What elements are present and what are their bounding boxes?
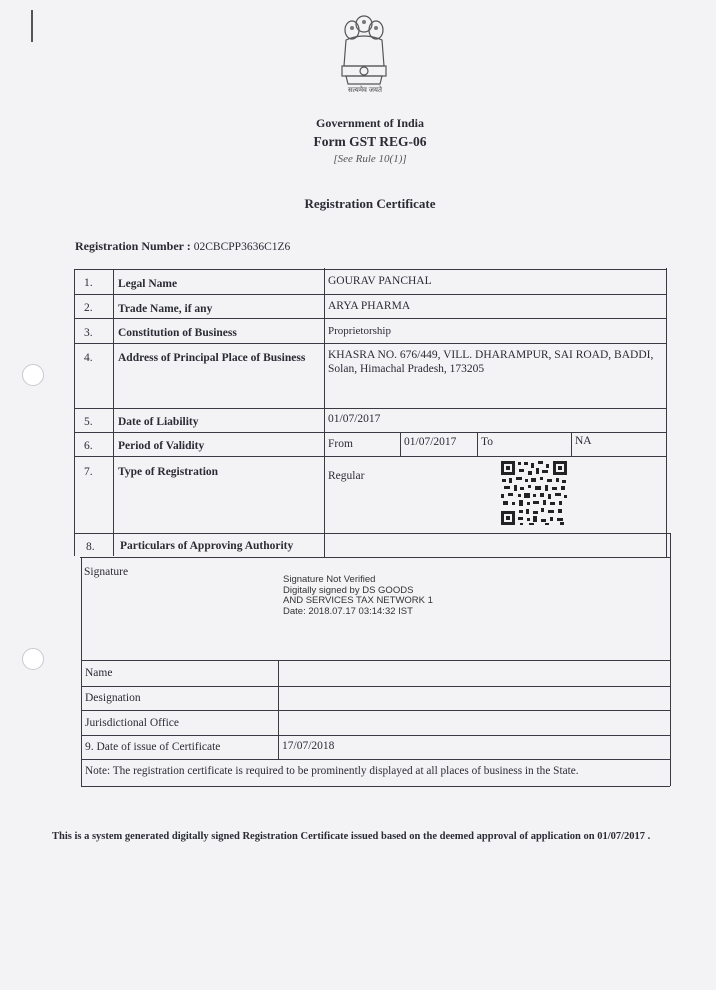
validity-to-value: NA <box>575 435 592 447</box>
emblem-motto: सत्यमेव जयते <box>348 86 382 94</box>
certificate-title: Registration Certificate <box>304 196 436 211</box>
punch-hole <box>22 648 44 670</box>
row-number: 5. <box>84 416 93 428</box>
signature-date: Date: 2018.07.17 03:14:32 IST <box>283 605 413 617</box>
trade-name-value: ARYA PHARMA <box>328 300 411 312</box>
footer-text: This is a system generated digitally signed Registration Certificate issued based on the deemed approval of application on 01/07/2017 . <box>52 831 651 842</box>
address-label: Address of Principal Place of Business <box>118 352 306 364</box>
liability-label: Date of Liability <box>118 416 199 428</box>
constitution-value: Proprietorship <box>328 325 391 337</box>
signature-signer: Digitally signed by DS GOODS <box>283 584 414 596</box>
rule-reference: [See Rule 10(1)] <box>333 153 407 165</box>
government-title: Government of India <box>316 116 424 130</box>
designation-label: Designation <box>85 692 141 704</box>
row-number: 3. <box>84 327 93 339</box>
row-number: 4. <box>84 352 93 364</box>
registration-number-value: 02CBCPP3636C1Z6 <box>193 241 291 253</box>
signature-label: Signature <box>84 566 129 578</box>
pen-mark <box>31 10 33 42</box>
row-number: 1. <box>84 277 93 289</box>
registration-type-label: Type of Registration <box>118 466 219 478</box>
signature-status: Signature Not Verified <box>283 574 376 585</box>
signature-signer-cont: AND SERVICES TAX NETWORK 1 <box>283 595 433 606</box>
row-number: 6. <box>84 440 93 452</box>
registration-number <box>75 239 290 254</box>
punch-hole <box>22 364 44 386</box>
registration-type-value: Regular <box>328 470 365 482</box>
issue-date-value: 17/07/2018 <box>282 740 335 752</box>
form-title: Form GST REG-06 <box>313 134 427 149</box>
validity-from-label: From <box>328 438 353 450</box>
validity-label: Period of Validity <box>118 440 205 452</box>
validity-from-value: 01/07/2017 <box>404 436 457 448</box>
address-value: KHASRA NO. 676/449, VILL. DHARAMPUR, SAI ROAD, BADDI, Solan, Himachal Pradesh, 173205 <box>328 349 654 375</box>
registration-number-label: Registration Number : <box>75 239 191 253</box>
row-number: 8. <box>86 541 95 553</box>
issue-date-label: 9. Date of issue of Certificate <box>85 741 221 753</box>
constitution-label: Constitution of Business <box>118 327 237 339</box>
trade-name-label: Trade Name, if any <box>118 303 213 315</box>
legal-name-value: GOURAV PANCHAL <box>328 275 432 287</box>
jurisdictional-office-label: Jurisdictional Office <box>85 717 179 729</box>
digital-signature-stamp <box>283 575 433 617</box>
row-number: 7. <box>84 466 93 478</box>
row-number: 2. <box>84 302 93 314</box>
liability-value: 01/07/2017 <box>328 413 381 425</box>
note-text: Note: The registration certificate is required to be prominently displayed at all places of business in the State. <box>85 765 579 777</box>
legal-name-label: Legal Name <box>118 278 178 290</box>
validity-to-label: To <box>481 436 493 448</box>
approving-authority-label: Particulars of Approving Authority <box>120 540 294 552</box>
qr-code-icon <box>500 460 568 526</box>
name-label: Name <box>85 667 113 679</box>
